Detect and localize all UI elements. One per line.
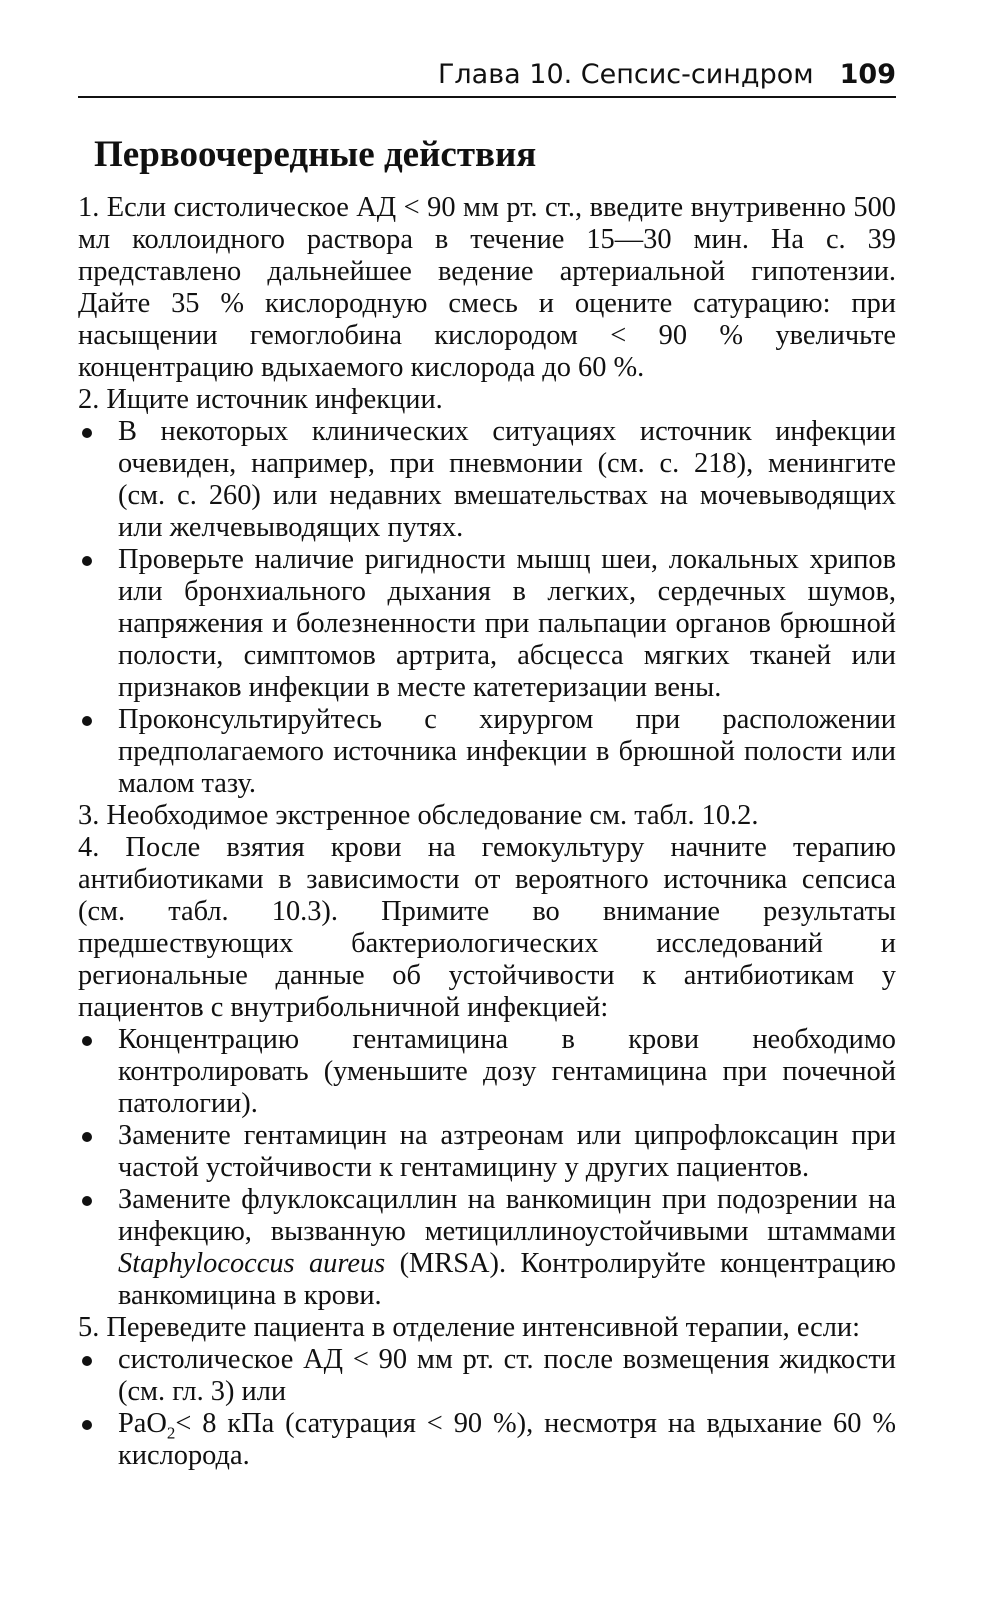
bullet-text-end: (MRSA). Контролируйте концентрацию ванкомицина в крови. (118, 1248, 896, 1311)
bullet-text: Проконсультируйтесь с хирургом при расположении предполагаемого источника инфекции в брюшной полости или малом тазу. (118, 704, 896, 799)
running-header (78, 56, 896, 98)
species-name: Staphylococcus aureus (118, 1248, 386, 1279)
bullet-icon (82, 428, 92, 438)
bullet-icon (82, 1036, 92, 1046)
bullet-icon (82, 1196, 92, 1206)
bullet-icon (82, 556, 92, 566)
body-text (78, 192, 896, 1472)
bullet-icon (82, 1132, 92, 1142)
list-item (78, 1184, 896, 1312)
list-item (78, 1024, 896, 1120)
running-title: Глава 10. Сепсис-синдром (437, 59, 814, 90)
bullet-text: Концентрацию гентамицина в крови необходимо контролировать (уменьшите дозу гентамицина при почечной патологии). (118, 1024, 896, 1119)
bullet-text: В некоторых клинических ситуациях источник инфекции очевиден, например, при пневмонии (см. с. 218), менингите (см. с. 260) или недавних вмешательствах на мочевыводящих или желчевыводящих путях. (118, 416, 896, 543)
pao2-subscript: 2 (166, 1423, 176, 1443)
bullet-text: Проверьте наличие ригидности мышц шеи, локальных хрипов или бронхиального дыхания в легких, сердечных шумов, напряжения и болезненности при пальпации органов брюшной полости, симптомов артрита, абсцесса мягких тканей или признаков инфекции в месте катетеризации вены. (118, 544, 896, 703)
paragraph-3: 3. Необходимое экстренное обследование см. табл. 10.2. (78, 800, 759, 831)
book-page (78, 56, 896, 1472)
list-item (78, 544, 896, 704)
section-title: Первоочередные действия (94, 134, 537, 175)
paragraph-5: 5. Переведите пациента в отделение интенсивной терапии, если: (78, 1312, 861, 1343)
list-item (78, 1344, 896, 1408)
paragraph-1: 1. Если систолическое АД < 90 мм рт. ст., введите внутривенно 500 мл коллоидного раствора в течение 15—30 мин. На с. 39 представлено дальнейшее ведение артериальной гипотензии. Дайте 35 % кислородную смесь и оцените сатурацию: при насыщении гемоглобина кислородом < 90 % увеличьте концентрацию вдыхаемого кислорода до 60 %. (78, 192, 896, 383)
paragraph-2: 2. Ищите источник инфекции. (78, 384, 443, 415)
list-item (78, 1120, 896, 1184)
bullet-icon (82, 716, 92, 726)
bullet-icon (82, 1420, 92, 1430)
paragraph-4: 4. После взятия крови на гемокультуру начните терапию антибиотиками в зависимости от вероятного источника сепсиса (см. табл. 10.3). Примите во внимание результаты предшествующих бактериологических исследований и региональные данные об устойчивости к антибиотикам у пациентов с внутрибольничной инфекцией: (78, 832, 896, 1023)
bullet-text: Замените гентамицин на азтреонам или ципрофлоксацин при частой устойчивости к гентамицину у других пациентов. (118, 1120, 896, 1183)
pao2-label: PaO (118, 1408, 167, 1439)
bullet-text-end: < 8 кПа (сатурация < 90 %), несмотря на вдыхание 60 % кислорода. (118, 1408, 896, 1471)
bullet-text: систолическое АД < 90 мм рт. ст. после возмещения жидкости (см. гл. 3) или (118, 1344, 896, 1407)
list-item (78, 416, 896, 544)
bullet-text (118, 1184, 896, 1312)
bullet-text (118, 1408, 896, 1472)
list-item (78, 1408, 896, 1472)
page-number: 109 (839, 59, 896, 90)
list-item (78, 704, 896, 800)
bullet-icon (82, 1356, 92, 1366)
bullet-text-start: Замените флуклоксациллин на ванкомицин при подозрении на инфекцию, вызванную метициллиноустойчивыми штаммами (118, 1184, 896, 1247)
